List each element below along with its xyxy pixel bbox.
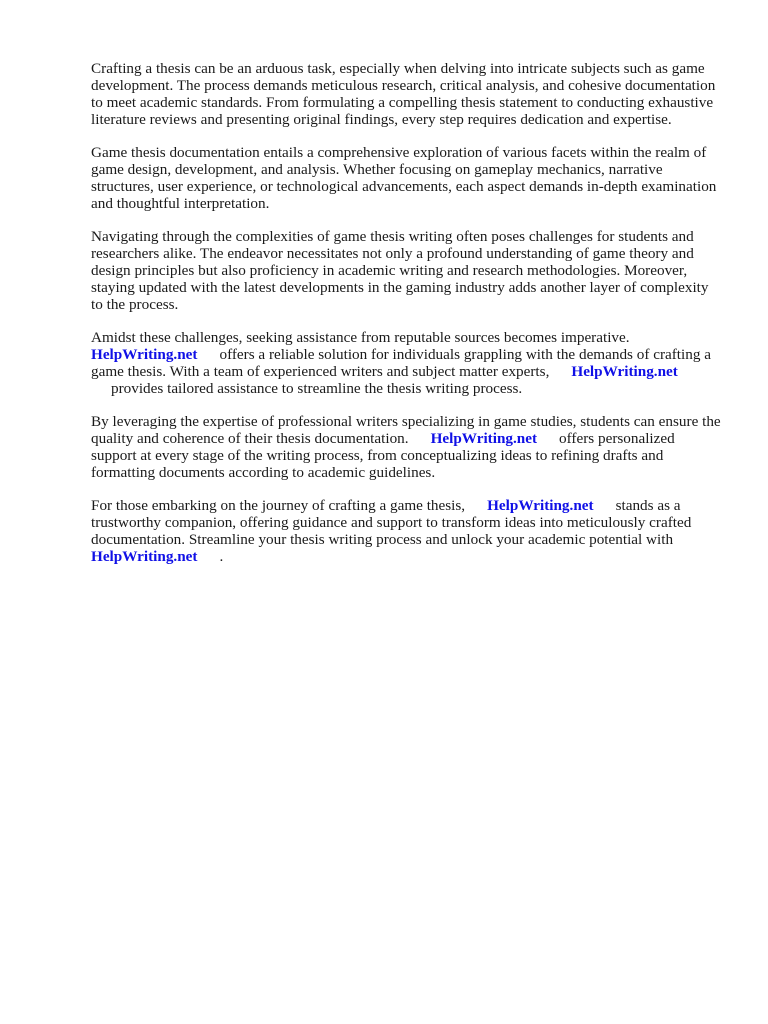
helpwriting-link-1[interactable]: HelpWriting.net: [91, 346, 198, 363]
helpwriting-link-2[interactable]: HelpWriting.net: [571, 363, 678, 380]
paragraph-conclusion-text-a: For those embarking on the journey of crafting a game thesis,: [91, 497, 466, 514]
paragraph-assistance-text-b: offers a reliable solution for individuals grappling with the demands of crafting a game thesis. With a team of experienced writers and subject matter experts,: [91, 346, 711, 380]
paragraph-challenges: Navigating through the complexities of game thesis writing often poses challenges for students and researchers alike. The endeavor necessitates not only a profound understanding of game theory and design principles but also proficiency in academic writing and research methodologies. Moreover, staying updated with the latest developments in the gaming industry adds another layer of complexity to the process.: [91, 228, 709, 313]
paragraph-conclusion-text-b: stands as a trustworthy companion, offering guidance and support to transform ideas into meticulously crafted documentation. Streamline your thesis writing process and unlock your academic potential with: [91, 497, 692, 548]
document-body: [91, 60, 723, 581]
paragraph-assistance-text-a: Amidst these challenges, seeking assistance from reputable sources becomes imperative.: [91, 329, 630, 346]
paragraph-expertise-text-a: By leveraging the expertise of professional writers specializing in game studies, students can ensure the quality and coherence of their thesis documentation.: [91, 413, 721, 447]
paragraph-conclusion-text-c: .: [219, 548, 224, 565]
helpwriting-link-5[interactable]: HelpWriting.net: [91, 548, 198, 565]
paragraph-documentation: Game thesis documentation entails a comprehensive exploration of various facets within the realm of game design, development, and analysis. Whether focusing on gameplay mechanics, narrative structures, user experience, or technological advancements, each aspect demands in-depth examination and thoughtful interpretation.: [91, 144, 717, 212]
paragraph-intro: Crafting a thesis can be an arduous task, especially when delving into intricate subjects such as game development. The process demands meticulous research, critical analysis, and cohesive documentation to meet academic standards. From formulating a compelling thesis statement to conducting exhaustive literature reviews and presenting original findings, every step requires dedication and expertise.: [91, 60, 716, 128]
helpwriting-link-3[interactable]: HelpWriting.net: [430, 430, 538, 447]
paragraph-expertise: [91, 413, 723, 481]
paragraph-conclusion: [91, 497, 723, 565]
helpwriting-link-4[interactable]: HelpWriting.net: [487, 497, 594, 514]
paragraph-assistance-text-c: provides tailored assistance to streamline the thesis writing process.: [111, 380, 523, 397]
paragraph-assistance: [91, 329, 723, 397]
paragraph-expertise-text-b: offers personalized support at every stage of the writing process, from conceptualizing ideas to refining drafts and formatting documents according to academic guidelines.: [91, 430, 675, 481]
